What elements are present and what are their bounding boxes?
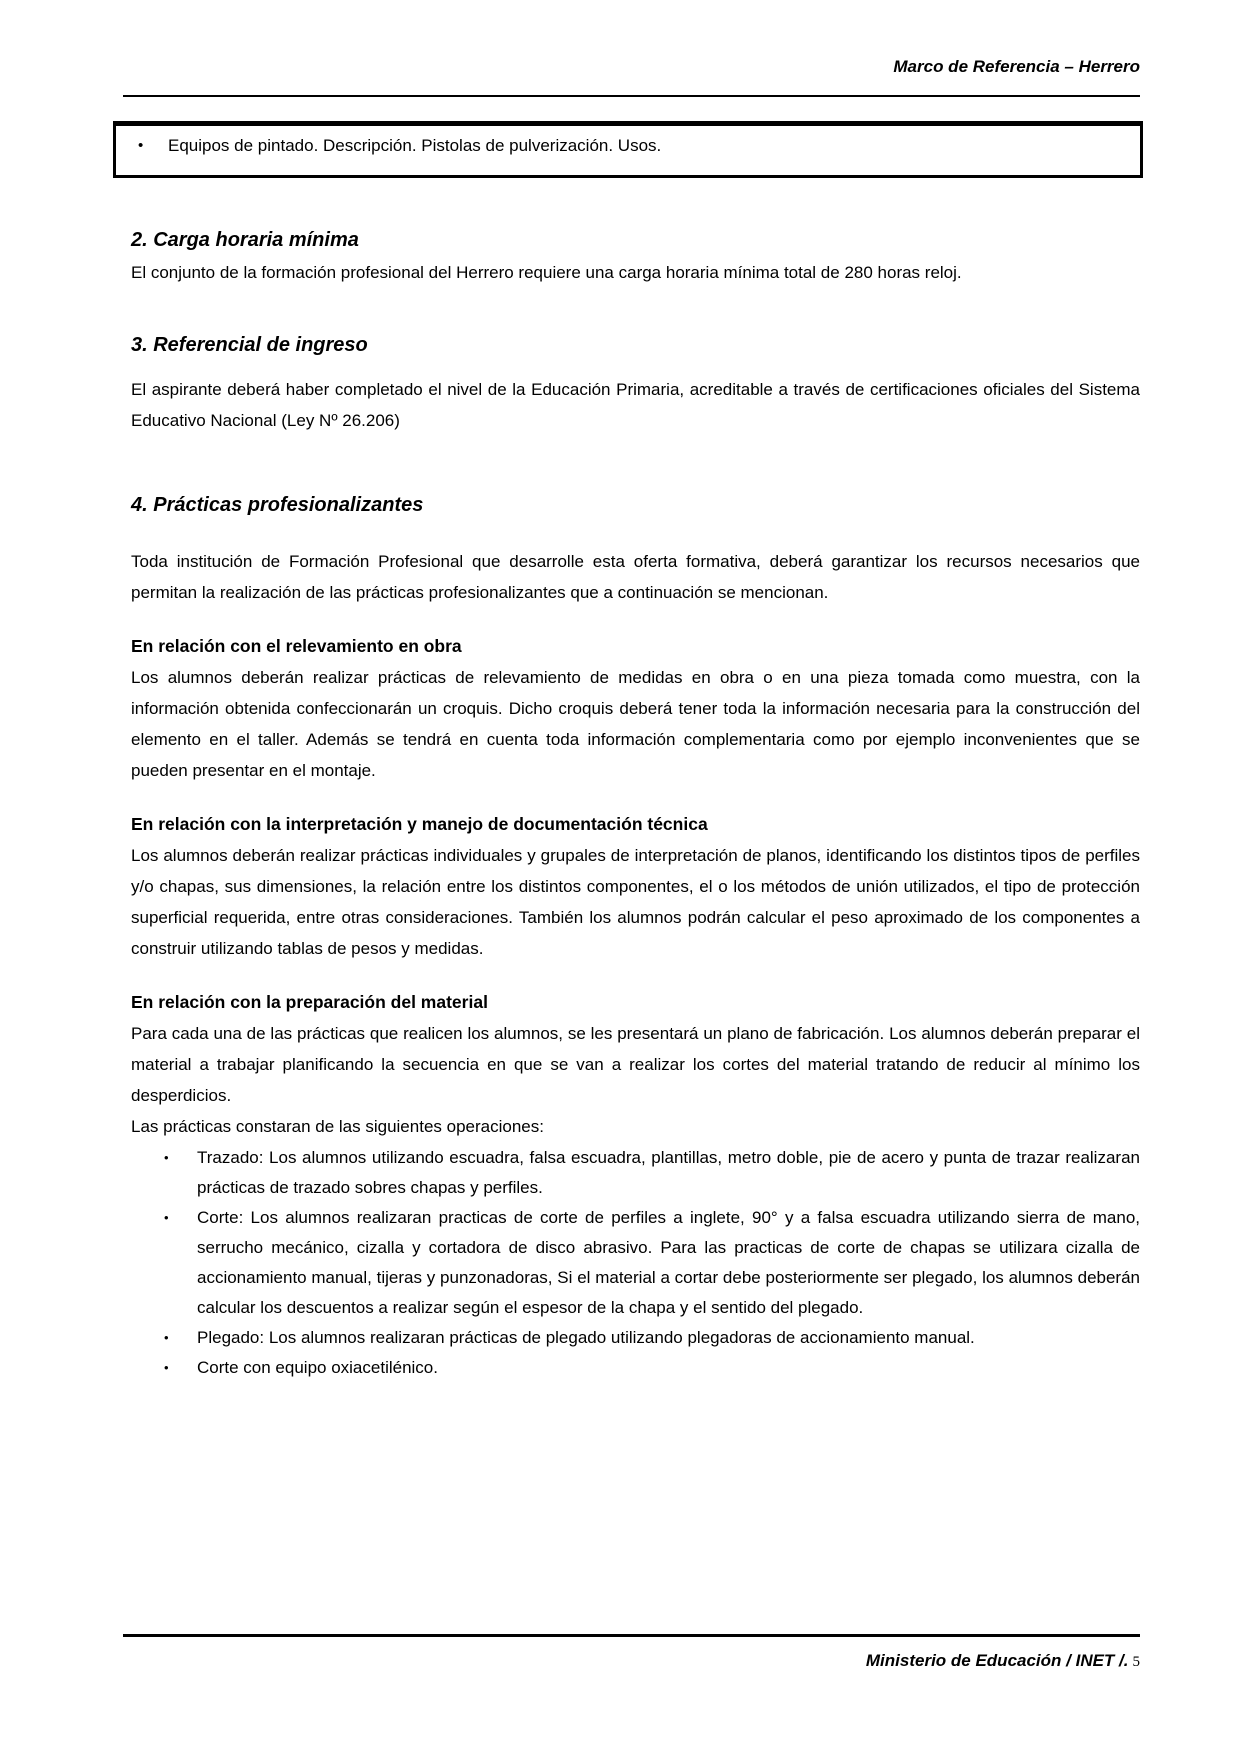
highlight-box-text: Equipos de pintado. Descripción. Pistolas de pulverización. Usos. <box>168 136 662 155</box>
list-item-text: Corte: Los alumnos realizaran practicas de corte de perfiles a inglete, 90° y a falsa escuadra utilizando sierra de mano, serrucho mecánico, cizalla y cortadora de disco abrasivo. Para las practicas de corte de chapas se utilizara cizalla de accionamiento manual, tijeras y punzonadoras, Si el material a cortar debe posteriormente ser plegado, los alumnos deberán calcular los descuentos a realizar según el espesor de la chapa y el sentido del plegado. <box>197 1208 1140 1317</box>
list-item-text: Trazado: Los alumnos utilizando escuadra, falsa escuadra, plantillas, metro doble, pie de acero y punta de trazar realizaran prácticas de trazado sobres chapas y perfiles. <box>197 1148 1140 1197</box>
list-item-text: Corte con equipo oxiacetilénico. <box>197 1358 438 1377</box>
operations-list <box>131 1143 1140 1383</box>
subsection-documentacion-heading: En relación con la interpretación y manejo de documentación técnica <box>131 814 708 834</box>
bullet-icon: • <box>164 1330 169 1345</box>
section-3-body: El aspirante deberá haber completado el nivel de la Educación Primaria, acreditable a través de certificaciones oficiales del Sistema Educativo Nacional (Ley Nº 26.206) <box>131 380 1140 430</box>
header-rule <box>123 95 1140 97</box>
list-item-text: Plegado: Los alumnos realizaran prácticas de plegado utilizando plegadoras de accionamiento manual. <box>197 1328 975 1347</box>
subsection-documentacion-body: Los alumnos deberán realizar prácticas individuales y grupales de interpretación de planos, identificando los distintos tipos de perfiles y/o chapas, sus dimensiones, la relación entre los distintos componentes, el o los métodos de unión utilizados, el tipo de protección superficial requerida, entre otras consideraciones. También los alumnos podrán calcular el peso aproximado de los componentes a construir utilizando tablas de pesos y medidas. <box>131 846 1140 958</box>
list-item <box>131 1323 1140 1353</box>
list-item <box>131 1353 1140 1383</box>
bullet-icon: • <box>164 1150 169 1165</box>
list-item <box>131 1203 1140 1323</box>
page-footer <box>123 1634 1140 1671</box>
subsection-preparacion-body: Para cada una de las prácticas que realicen los alumnos, se les presentará un plano de fabricación. Los alumnos deberán preparar el material a trabajar planificando la secuencia en que se van a realizar los cortes del material tratando de reducir al mínimo los desperdicios. <box>131 1024 1140 1105</box>
bullet-icon: • <box>138 137 144 154</box>
section-4-intro: Toda institución de Formación Profesional que desarrolle esta oferta formativa, deberá garantizar los recursos necesarios que permitan la realización de las prácticas profesionalizantes que a continuación se mencionan. <box>131 552 1140 602</box>
section-3-heading: 3. Referencial de ingreso <box>131 334 368 356</box>
footer-text: Ministerio de Educación / INET /. <box>865 1651 1129 1670</box>
section-2-body: El conjunto de la formación profesional del Herrero requiere una carga horaria mínima total de 280 horas reloj. <box>131 263 962 282</box>
section-4-heading: 4. Prácticas profesionalizantes <box>131 494 424 516</box>
section-2-heading: 2. Carga horaria mínima <box>131 229 359 251</box>
bullet-icon: • <box>164 1360 169 1375</box>
page-header <box>131 0 1140 77</box>
page-number: 5 <box>1132 1654 1140 1670</box>
subsection-relevamiento-body: Los alumnos deberán realizar prácticas de relevamiento de medidas en obra o en una pieza tomada como muestra, con la información obtenida confeccionarán un croquis. Dicho croquis deberá tener toda la información necesaria para la construcción del elemento en el taller. Además se tendrá en cuenta toda información complementaria como por ejemplo inconvenientes que se pueden presentar en el montaje. <box>131 668 1140 780</box>
bullet-icon: • <box>164 1210 169 1225</box>
operations-lead-line: Las prácticas constaran de las siguientes operaciones: <box>131 1117 544 1136</box>
list-item <box>131 1143 1140 1203</box>
subsection-relevamiento-heading: En relación con el relevamiento en obra <box>131 636 462 656</box>
document-page <box>131 0 1140 1383</box>
highlight-box <box>113 121 1143 178</box>
header-title: Marco de Referencia – Herrero <box>893 57 1140 76</box>
subsection-preparacion-heading: En relación con la preparación del material <box>131 992 488 1012</box>
